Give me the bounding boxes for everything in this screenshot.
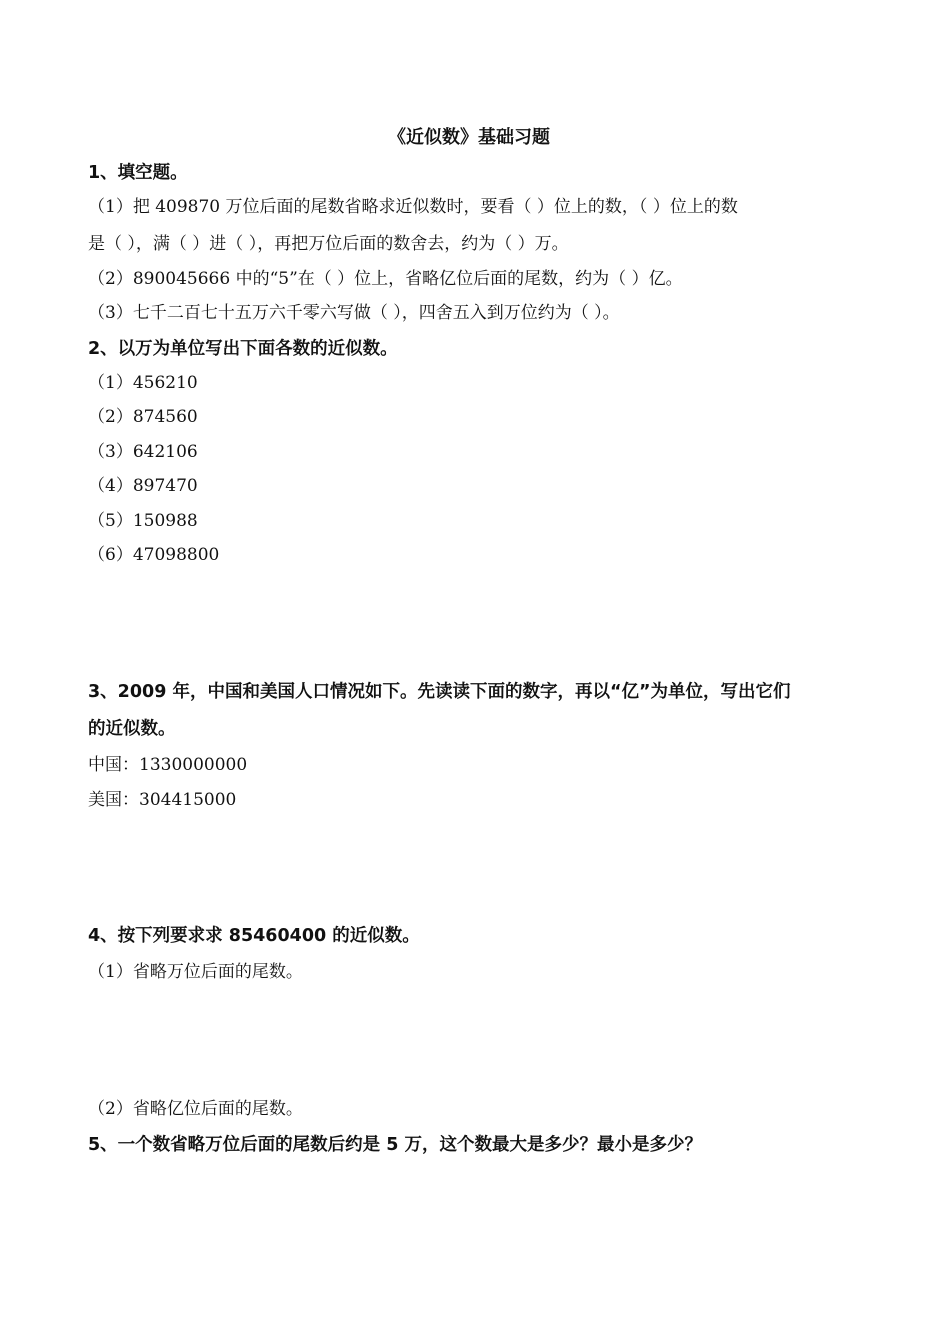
question-1-part-2: （2）890045666 中的“5”在（ ）位上，省略亿位后面的尾数，约为（ ）亿。 <box>88 269 683 289</box>
question-2-item-2: （2）874560 <box>88 407 198 427</box>
question-3-heading-line-1: 3、2009 年，中国和美国人口情况如下。先读读下面的数字，再以“亿”为单位，写出它们 <box>88 682 791 702</box>
page-title: 《近似数》基础习题 <box>388 127 550 148</box>
question-2-item-4: （4）897470 <box>88 476 198 496</box>
question-2-item-6: （6）47098800 <box>88 545 220 565</box>
question-1-part-3: （3）七千二百七十五万六千零六写做（ ），四舍五入到万位约为（ ）。 <box>88 303 620 323</box>
question-4-part-2: （2）省略亿位后面的尾数。 <box>88 1099 303 1119</box>
usa-population: 美国：304415000 <box>88 790 237 810</box>
question-2-item-3: （3）642106 <box>88 442 198 462</box>
question-4-part-1: （1）省略万位后面的尾数。 <box>88 962 303 982</box>
question-4-heading: 4、按下列要求求 85460400 的近似数。 <box>88 926 420 946</box>
question-2-heading: 2、以万为单位写出下面各数的近似数。 <box>88 339 398 359</box>
question-1-part-1-line-1: （1）把 409870 万位后面的尾数省略求近似数时，要看（ ）位上的数，（ ）位上的数 <box>88 197 738 217</box>
question-2-item-1: （1）456210 <box>88 373 198 393</box>
question-5-heading: 5、一个数省略万位后面的尾数后约是 5 万，这个数最大是多少？最小是多少？ <box>88 1135 703 1155</box>
question-1-part-1-line-2: 是（ ），满（ ）进（ ），再把万位后面的数舍去，约为（ ）万。 <box>88 234 569 254</box>
question-1-heading: 1、填空题。 <box>88 163 188 183</box>
question-2-item-5: （5）150988 <box>88 511 198 531</box>
question-3-heading-line-2: 的近似数。 <box>88 719 176 739</box>
china-population: 中国：1330000000 <box>88 755 248 775</box>
